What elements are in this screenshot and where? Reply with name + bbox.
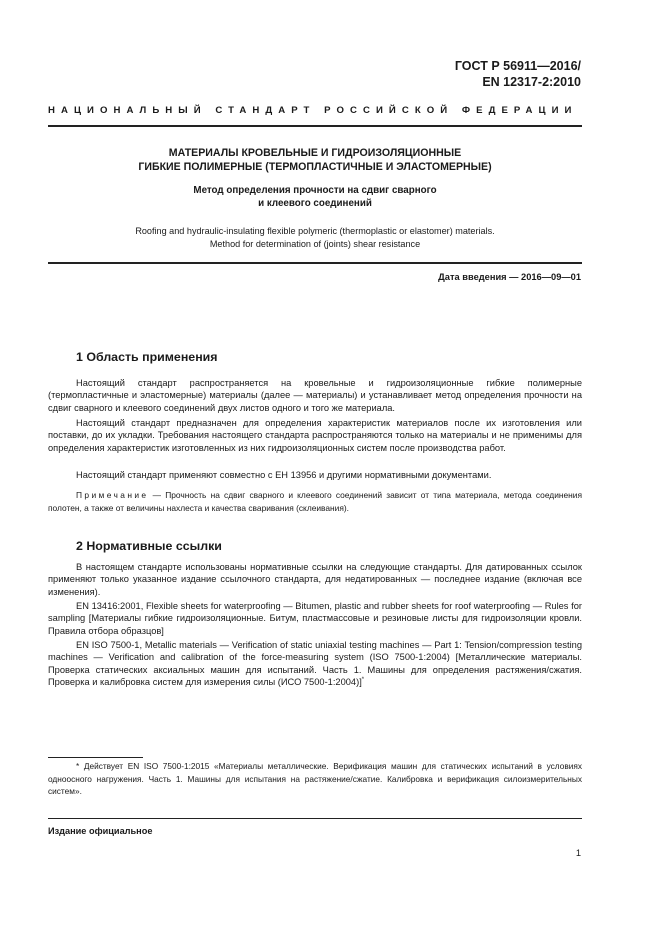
national-standard-heading: НАЦИОНАЛЬНЫЙ СТАНДАРТ РОССИЙСКОЙ ФЕДЕРАЦИИ <box>48 105 578 116</box>
en-number: EN 12317-2:2010 <box>482 75 581 89</box>
footnote: * Действует EN ISO 7500-1:2015 «Материалы металлические. Верификация машин для статических испытаний в условиях одноосного нагружения. Часть 1. Машины для испытания на растяжение/сжатие. Калибровка и верификация силоизмерительных систем». <box>48 761 582 796</box>
page-number: 1 <box>575 848 581 858</box>
section-2-paragraph-2: EN 13416:2001, Flexible sheets for waterproofing — Bitumen, plastic and rubber sheets for roof waterproofing — Rules for sampling [Материалы гибкие гидроизоляционные. Битум, пластмассовые и резиновые листы для гидроизоляции кровли. Правила отбора образцов] <box>48 601 582 636</box>
gost-number: ГОСТ Р 56911—2016/ <box>454 59 581 73</box>
title-rule <box>48 262 582 264</box>
top-rule <box>48 125 582 127</box>
english-title-line-1: Roofing and hydraulic-insulating flexible polymeric (thermoplastic or elastomer) materials. <box>135 226 495 236</box>
subtitle-line-2: и клеевого соединений <box>258 198 372 209</box>
document-designation <box>455 58 581 90</box>
section-2-paragraph-1: В настоящем стандарте использованы нормативные ссылки на следующие стандарты. Для датированных ссылок применяют только указанное издание ссылочного стандарта, для недатированных — последнее издание (включая все изменения). <box>48 562 582 597</box>
document-subtitle <box>48 184 582 210</box>
section-1-paragraph-3: Настоящий стандарт применяют совместно с ЕН 13956 и другими нормативными документами. <box>76 470 492 480</box>
english-title-line-2: Method for determination of (joints) shear resistance <box>209 238 421 249</box>
footnote-rule <box>48 757 143 758</box>
section-1-heading: 1 Область применения <box>76 350 218 364</box>
official-edition-label: Издание официальное <box>48 826 153 836</box>
section-2-heading: 2 Нормативные ссылки <box>76 539 222 553</box>
title-line-1: МАТЕРИАЛЫ КРОВЕЛЬНЫЕ И ГИДРОИЗОЛЯЦИОННЫЕ <box>168 147 462 159</box>
note-label: Примечание <box>76 490 149 500</box>
note-text: — Прочность на сдвиг сварного и клеевого соединений зависит от типа материала, метода соединения полотен, а также от величины нахлеста и качества сваривания (склеивания). <box>48 490 582 513</box>
document-title <box>48 146 582 174</box>
section-1-note <box>48 489 582 514</box>
section-2-paragraph-3 <box>48 639 582 688</box>
bottom-rule <box>48 818 582 819</box>
title-line-2: ГИБКИЕ ПОЛИМЕРНЫЕ (ТЕРМОПЛАСТИЧНЫЕ И ЭЛАСТОМЕРНЫЕ) <box>138 161 492 173</box>
english-title <box>48 225 582 250</box>
footnote-marker: * <box>361 676 365 683</box>
section-1-paragraph-2: Настоящий стандарт предназначен для определения характеристик материалов после их изготовления или поставки, до их укладки. Требования настоящего стандарта распространяются только на материалы и не применимы для определения характеристик изготовленных из них гидроизоляционных систем после производства работ. <box>48 418 582 453</box>
subtitle-line-1: Метод определения прочности на сдвиг сварного <box>193 185 437 196</box>
section-1-paragraph-1: Настоящий стандарт распространяется на кровельные и гидроизоляционные гибкие полимерные (термопластичные и эластомерные) материалы (далее — материалы) и устанавливает метод определения прочности на сдвиг сварного и клеевого соединений двух листов одного и того же материала. <box>48 378 582 413</box>
introduction-date: Дата введения — 2016—09—01 <box>438 272 581 282</box>
reference-en-iso-7500-1: EN ISO 7500-1, Metallic materials — Verification of static uniaxial testing machines — Part 1: Tension/compression testing machines — Verification and calibration of the force-measuring system (ISO 7500-1:2004) [Металлические материалы. Проверка статических аксиальных машин для испытаний. Часть 1. Машины для определения растяжения/сжатия. Проверка и калибровка систем для измерения силы (ИСО 7500-1:2004)] <box>48 640 582 687</box>
